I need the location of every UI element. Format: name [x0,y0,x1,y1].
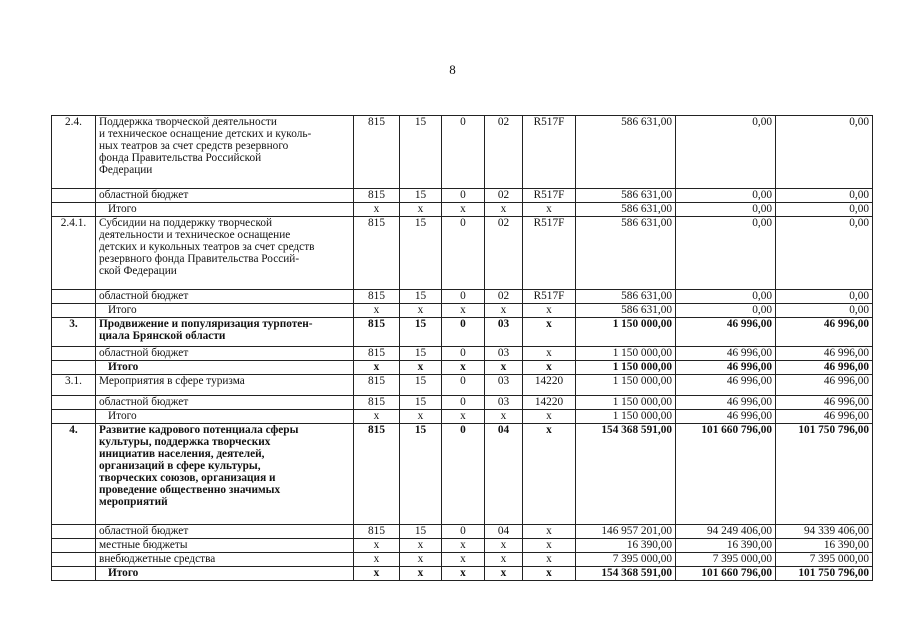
code-pr: 0 [442,396,485,410]
code-gr: x [354,567,400,581]
code-gr: 815 [354,424,400,525]
row-description: Итого [96,567,354,581]
row-description: областной бюджет [96,290,354,304]
row-description: Мероприятия в сфере туризма [96,375,354,396]
amount-year-2: 46 996,00 [676,410,776,424]
amount-year-1: 7 395 000,00 [576,553,676,567]
amount-year-2: 101 660 796,00 [676,567,776,581]
amount-year-2: 0,00 [676,189,776,203]
row-description: Итого [96,410,354,424]
code-gr: 815 [354,318,400,347]
amount-year-3: 0,00 [776,203,873,217]
amount-year-2: 94 249 406,00 [676,525,776,539]
code-gr: 815 [354,217,400,290]
code-rz: 15 [400,347,442,361]
row-description: Итого [96,361,354,375]
row-number [52,525,96,539]
code-csr: x [485,304,523,318]
table-row [52,217,873,290]
code-rz: 15 [400,217,442,290]
row-number: 2.4. [52,116,96,189]
table-row [52,567,873,581]
code-rz: x [400,539,442,553]
code-vr: x [523,410,576,424]
row-description: областной бюджет [96,347,354,361]
code-gr: x [354,361,400,375]
budget-table [51,115,873,581]
row-description: Продвижение и популяризация турпотен- циала Брянской области [96,318,354,347]
code-rz: 15 [400,116,442,189]
row-number [52,304,96,318]
amount-year-3: 0,00 [776,304,873,318]
code-vr: x [523,525,576,539]
code-pr: 0 [442,424,485,525]
code-vr: R517F [523,217,576,290]
code-gr: 815 [354,347,400,361]
amount-year-1: 586 631,00 [576,116,676,189]
row-number [52,410,96,424]
code-pr: 0 [442,347,485,361]
amount-year-2: 0,00 [676,304,776,318]
amount-year-3: 46 996,00 [776,361,873,375]
row-description: Итого [96,203,354,217]
code-vr: x [523,553,576,567]
amount-year-2: 0,00 [676,116,776,189]
row-number [52,189,96,203]
code-csr: 03 [485,318,523,347]
code-pr: 0 [442,189,485,203]
table-row [52,424,873,525]
table-row [52,304,873,318]
code-rz: 15 [400,375,442,396]
code-csr: x [485,567,523,581]
amount-year-3: 46 996,00 [776,396,873,410]
code-pr: 0 [442,525,485,539]
amount-year-2: 101 660 796,00 [676,424,776,525]
code-csr: 03 [485,396,523,410]
code-vr: x [523,347,576,361]
row-number: 3. [52,318,96,347]
code-csr: 03 [485,347,523,361]
code-gr: 815 [354,396,400,410]
table-row [52,525,873,539]
code-vr: 14220 [523,396,576,410]
amount-year-1: 1 150 000,00 [576,410,676,424]
amount-year-3: 0,00 [776,290,873,304]
code-csr: x [485,361,523,375]
amount-year-2: 7 395 000,00 [676,553,776,567]
table-row [52,410,873,424]
amount-year-1: 1 150 000,00 [576,396,676,410]
amount-year-3: 0,00 [776,116,873,189]
code-rz: 15 [400,189,442,203]
row-number [52,203,96,217]
table-row [52,361,873,375]
row-description: Итого [96,304,354,318]
amount-year-1: 586 631,00 [576,217,676,290]
amount-year-2: 46 996,00 [676,347,776,361]
code-rz: 15 [400,290,442,304]
code-pr: x [442,539,485,553]
amount-year-1: 1 150 000,00 [576,347,676,361]
table-row [52,290,873,304]
code-gr: 815 [354,116,400,189]
code-pr: x [442,410,485,424]
row-number: 4. [52,424,96,525]
page-number: 8 [449,62,456,77]
table-row [52,347,873,361]
row-number [52,553,96,567]
row-number [52,539,96,553]
code-gr: x [354,539,400,553]
code-csr: 02 [485,217,523,290]
amount-year-3: 0,00 [776,217,873,290]
code-gr: 815 [354,290,400,304]
amount-year-3: 16 390,00 [776,539,873,553]
code-rz: x [400,203,442,217]
table-row [52,396,873,410]
amount-year-3: 0,00 [776,189,873,203]
code-pr: x [442,553,485,567]
code-rz: 15 [400,396,442,410]
row-description: областной бюджет [96,189,354,203]
amount-year-1: 586 631,00 [576,189,676,203]
row-description: Поддержка творческой деятельности и техническое оснащение детских и куколь- ных театров за счет средств резервного фонда Правительства Российской Федерации [96,116,354,189]
amount-year-2: 0,00 [676,217,776,290]
code-pr: x [442,304,485,318]
row-number [52,347,96,361]
code-pr: x [442,361,485,375]
code-csr: x [485,553,523,567]
amount-year-1: 16 390,00 [576,539,676,553]
code-vr: x [523,361,576,375]
code-csr: x [485,410,523,424]
table-row [52,553,873,567]
row-number [52,290,96,304]
code-vr: x [523,539,576,553]
amount-year-2: 46 996,00 [676,361,776,375]
code-csr: 02 [485,290,523,304]
code-rz: x [400,361,442,375]
code-vr: R517F [523,189,576,203]
row-description: Субсидии на поддержку творческой деятельности и техническое оснащение детских и кукольных театров за счет средств резервного фонда Правительства Россий- ской Федерации [96,217,354,290]
code-gr: 815 [354,189,400,203]
amount-year-1: 1 150 000,00 [576,375,676,396]
code-vr: R517F [523,290,576,304]
code-pr: x [442,203,485,217]
amount-year-2: 46 996,00 [676,396,776,410]
amount-year-1: 146 957 201,00 [576,525,676,539]
code-gr: x [354,553,400,567]
code-gr: x [354,410,400,424]
code-csr: 04 [485,525,523,539]
row-number: 2.4.1. [52,217,96,290]
code-csr: 02 [485,189,523,203]
code-pr: x [442,567,485,581]
table-row [52,116,873,189]
amount-year-2: 16 390,00 [676,539,776,553]
code-gr: 815 [354,525,400,539]
code-csr: 04 [485,424,523,525]
row-number [52,361,96,375]
amount-year-1: 154 368 591,00 [576,567,676,581]
code-csr: x [485,539,523,553]
table-row [52,189,873,203]
code-pr: 0 [442,375,485,396]
code-gr: x [354,203,400,217]
amount-year-1: 1 150 000,00 [576,361,676,375]
table-row [52,203,873,217]
amount-year-3: 94 339 406,00 [776,525,873,539]
code-rz: x [400,553,442,567]
code-pr: 0 [442,116,485,189]
amount-year-2: 46 996,00 [676,375,776,396]
amount-year-3: 46 996,00 [776,375,873,396]
amount-year-3: 46 996,00 [776,318,873,347]
code-rz: 15 [400,318,442,347]
code-gr: x [354,304,400,318]
code-vr: 14220 [523,375,576,396]
amount-year-3: 46 996,00 [776,347,873,361]
code-csr: x [485,203,523,217]
table-row [52,318,873,347]
code-pr: 0 [442,217,485,290]
amount-year-1: 1 150 000,00 [576,318,676,347]
code-rz: x [400,304,442,318]
amount-year-3: 46 996,00 [776,410,873,424]
amount-year-1: 154 368 591,00 [576,424,676,525]
code-vr: x [523,304,576,318]
code-rz: 15 [400,525,442,539]
code-vr: R517F [523,116,576,189]
code-vr: x [523,567,576,581]
amount-year-1: 586 631,00 [576,304,676,318]
amount-year-3: 101 750 796,00 [776,567,873,581]
row-description: областной бюджет [96,396,354,410]
amount-year-1: 586 631,00 [576,290,676,304]
code-rz: x [400,567,442,581]
row-number [52,396,96,410]
code-pr: 0 [442,318,485,347]
row-description: местные бюджеты [96,539,354,553]
table-row [52,539,873,553]
code-csr: 02 [485,116,523,189]
code-rz: x [400,410,442,424]
amount-year-3: 7 395 000,00 [776,553,873,567]
row-description: Развитие кадрового потенциала сферы культуры, поддержка творческих инициатив населения, деятелей, организаций в сфере культуры, творческих союзов, организация и проведение общественно значимых мероприятий [96,424,354,525]
row-number [52,567,96,581]
code-gr: 815 [354,375,400,396]
code-vr: x [523,424,576,525]
code-rz: 15 [400,424,442,525]
code-csr: 03 [485,375,523,396]
amount-year-1: 586 631,00 [576,203,676,217]
code-vr: x [523,318,576,347]
amount-year-2: 0,00 [676,290,776,304]
row-number: 3.1. [52,375,96,396]
amount-year-3: 101 750 796,00 [776,424,873,525]
code-vr: x [523,203,576,217]
row-description: внебюджетные средства [96,553,354,567]
table-row [52,375,873,396]
amount-year-2: 0,00 [676,203,776,217]
amount-year-2: 46 996,00 [676,318,776,347]
row-description: областной бюджет [96,525,354,539]
code-pr: 0 [442,290,485,304]
